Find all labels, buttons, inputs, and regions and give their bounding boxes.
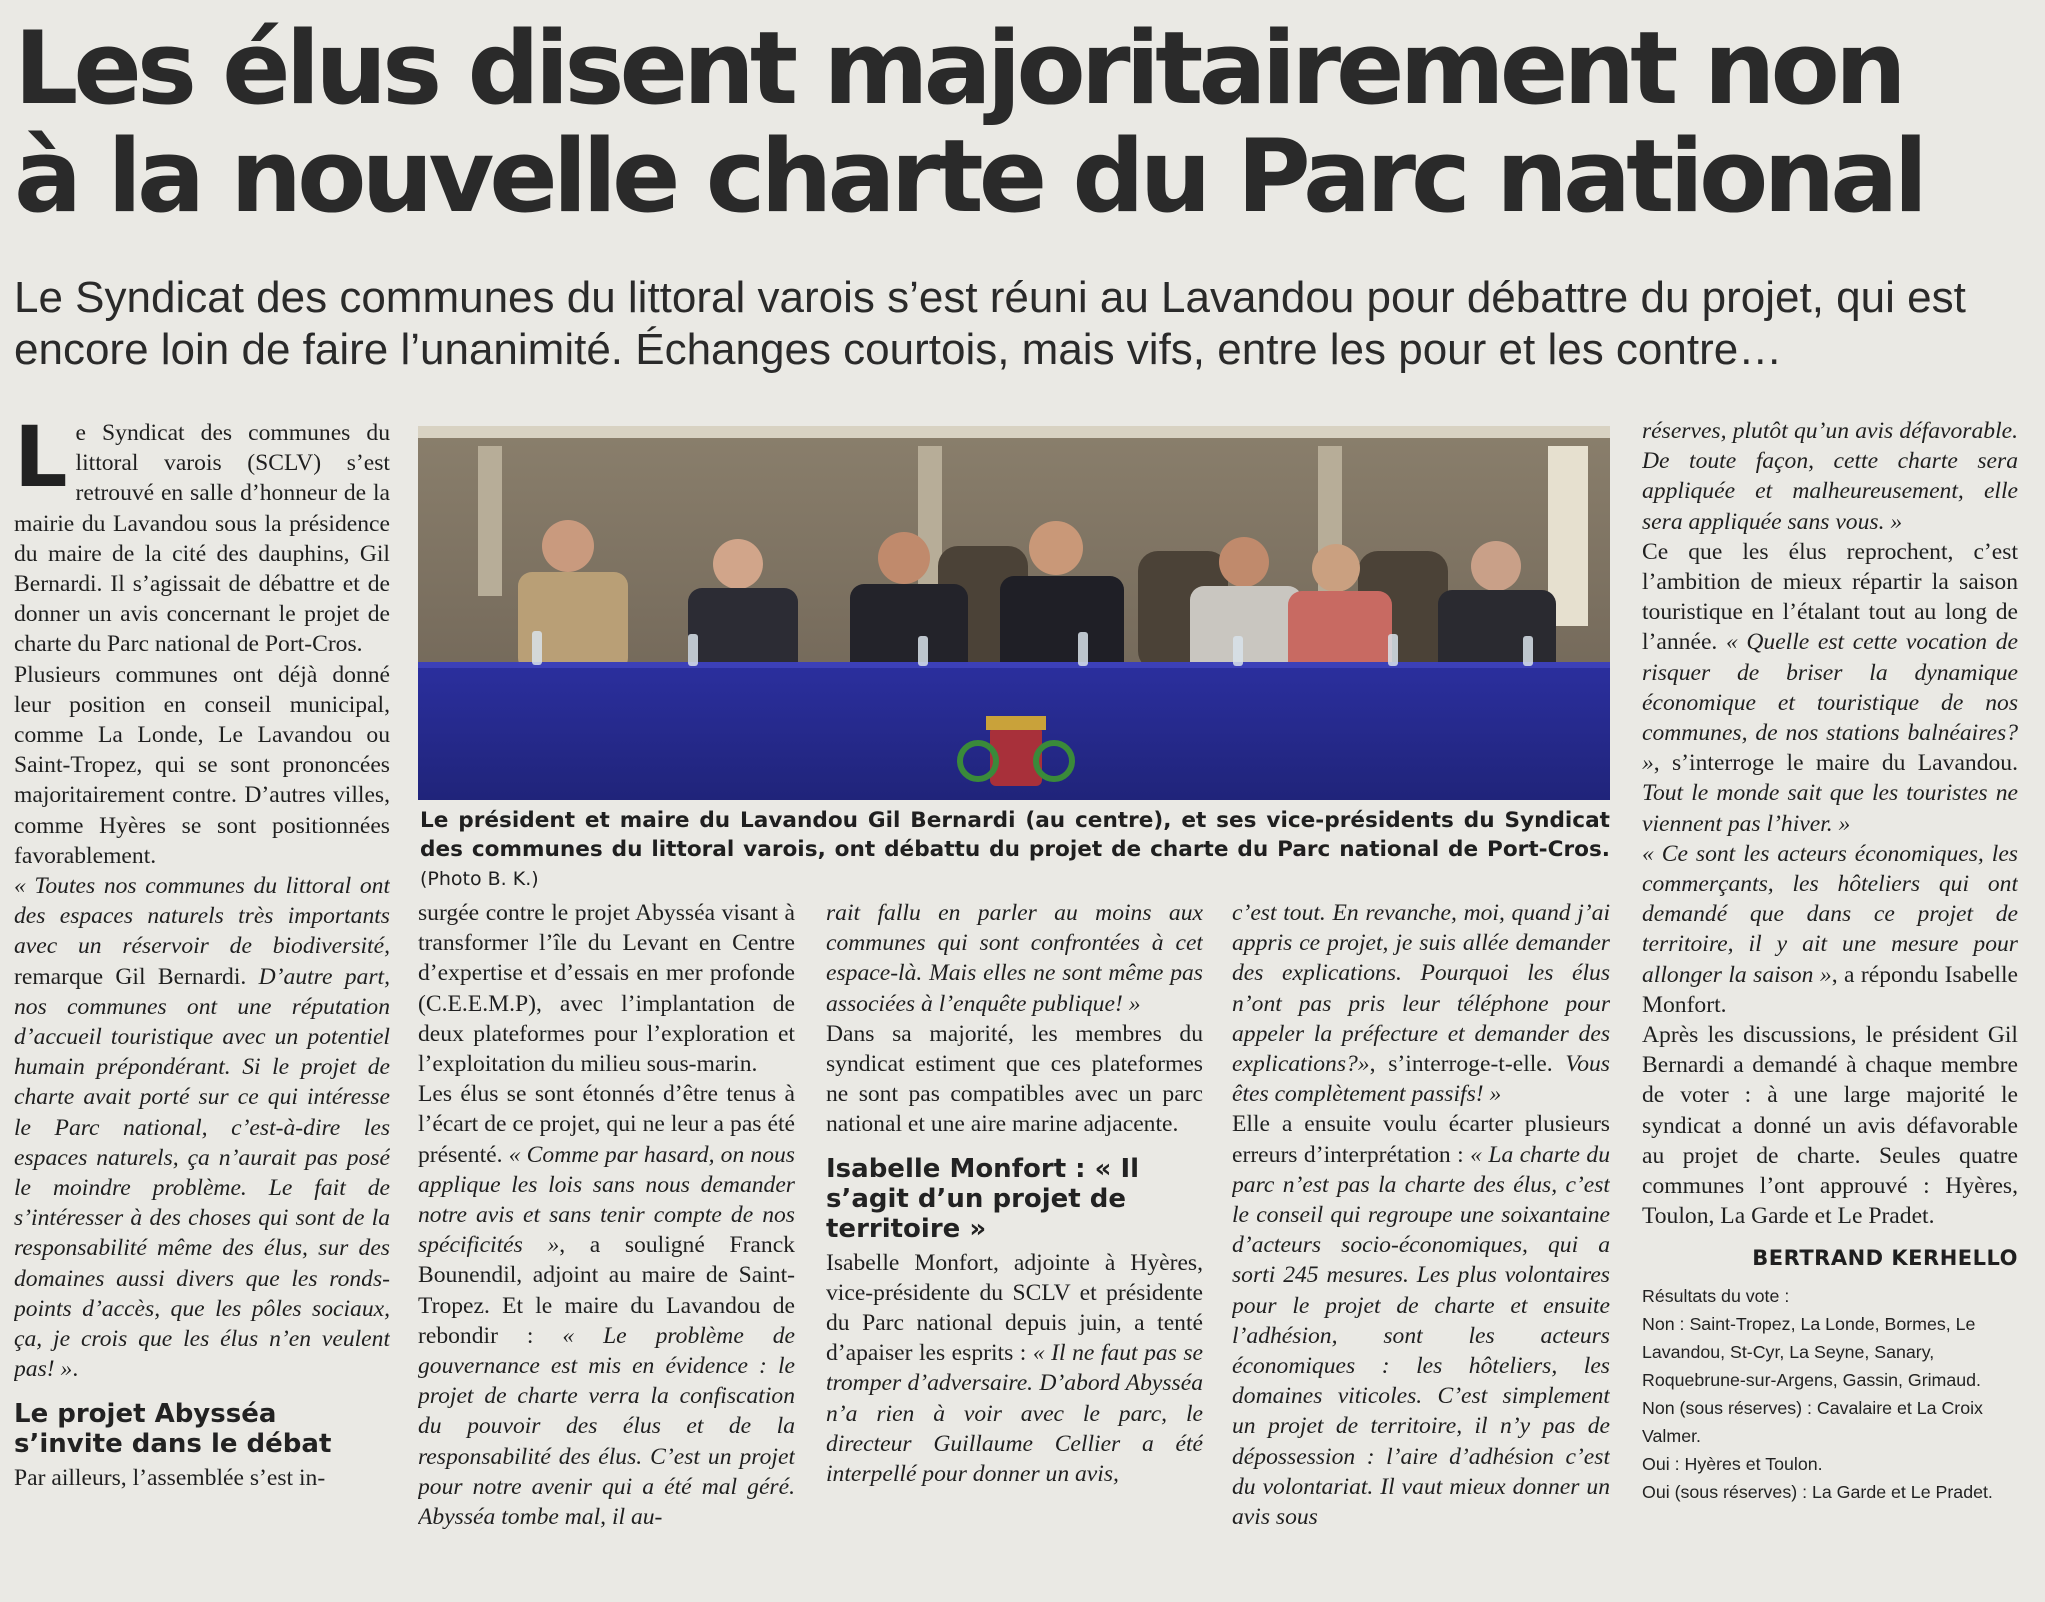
quote: rait fallu en parler au moins aux communes qui sont confrontées à cet espace-là. Mais elles ne sont même pas associées à l’enquête publique! » — [826, 900, 1203, 1017]
quote: « Comme par hasard, on nous applique les lois sans nous demander notre avis et sans tenir compte de nos spécificités » — [418, 1141, 795, 1259]
photo-caption — [420, 806, 1610, 894]
paragraph: Après les discussions, le président Gil Bernardi a demandé à chaque membre de voter : à une large majorité le syndicat a donné un avis défavorable au projet de charte. Seules quatre communes l’ont approuvé : Hyères, Toulon, La Garde et Le Pradet. — [1642, 1022, 2018, 1230]
paragraph — [1232, 1109, 1610, 1532]
photo-credit: (Photo B. K.) — [420, 868, 539, 890]
standfirst-line-2: encore loin de faire l’unanimité. Échanges courtois, mais vifs, entre les pour et les contre… — [14, 325, 1783, 374]
results-title: Résultats du vote : — [1642, 1285, 1790, 1306]
paragraph-text: . — [72, 1356, 79, 1383]
paragraph-text: remarque Gil Bernardi. — [14, 963, 259, 990]
quote: « Quelle est cette vocation de risquer de briser la dynamique économique et touristique de nos communes, de nos stations balnéaires? » — [1642, 629, 2018, 777]
quote: « Le problème de gouvernance est mis en évidence : le projet de charte verra la confiscation du pouvoir des élus et de la responsabilité des élus. C’est un projet pour notre avenir qui a été mal géré. Abysséa tombe mal, il au- — [418, 1322, 795, 1531]
results-oui-reserves: Oui (sous réserves) : La Garde et Le Pradet. — [1642, 1481, 1993, 1502]
quote: « Il ne faut pas se tromper d’adversaire. D’abord Abysséa n’a rien à voir avec le parc, le directeur Guillaume Cellier a été interpellé pour donner un avis, — [826, 1340, 1203, 1488]
author-byline: BERTRAND KERHELLO — [1752, 1246, 2018, 1271]
paragraph: Par ailleurs, l’assemblée s’est in- — [14, 1464, 326, 1491]
quote: réserves, plutôt qu’un avis défavorable. De toute façon, cette charte sera appliquée et malheureusement, elle sera appliquée sans vous. » — [1642, 418, 2018, 535]
quote: Vous êtes complètement passifs! » — [1232, 1051, 1610, 1108]
paragraph — [1642, 537, 2018, 839]
photo-illustration — [418, 426, 1610, 800]
article-column-4 — [1232, 898, 1610, 1602]
paragraph-text: Ce que les élus reprochent, c’est l’ambition de mieux répartir la saison touristique en l’étalant tout au long de l’année. — [1642, 538, 2018, 656]
paragraph-text: Les élus se sont étonnés d’être tenus à l’écart de ce projet, qui ne leur a pas été présenté. — [418, 1081, 795, 1168]
paragraph — [14, 418, 390, 660]
paragraph-text: , s’interroge le maire du Lavandou. — [1653, 750, 2018, 777]
paragraph-text: , a souligné Franck Bounendil, adjoint au maire de Saint-Tropez. Et le maire du Lavandou de rebondir : — [418, 1232, 795, 1349]
results-non: Non : Saint-Tropez, La Londe, Bormes, Le Lavandou, St-Cyr, La Seyne, Sanary, Roquebrune-sur-Argens, Gassin, Grimaud. — [1642, 1313, 1981, 1390]
paragraph — [1232, 898, 1610, 1109]
drop-cap: L — [14, 418, 68, 506]
paragraph: Dans sa majorité, les membres du syndicat estiment que ces plateformes ne sont pas compatibles avec un parc national et une aire marine adjacente. — [826, 1020, 1203, 1138]
headline-line-2: à la nouvelle charte du Parc national — [14, 117, 1924, 235]
quote: « La charte du parc n’est pas la charte des élus, c’est le conseil qui regroupe une soixantaine d’acteurs socio-économiques, qui a sorti 245 mesures. Les plus volontaires pour le projet de charte et ensuite l’adhésion, sont les acteurs économiques : les hôteliers, les domaines viticoles. C’est simplement un projet de territoire, il n’y pas de dépossession : l’aire d’adhésion c’est du volontariat. Il vaut mieux donner un avis sous — [1232, 1141, 1610, 1531]
paragraph — [418, 1079, 795, 1532]
paragraph-text: Isabelle Monfort, adjointe à Hyères, vice-présidente du SCLV et présidente du Parc national depuis juin, a tenté d’apaiser les esprits : — [826, 1249, 1203, 1367]
headline-line-1: Les élus disent majoritairement non — [14, 9, 1902, 127]
subheading: Isabelle Monfort : « Il s’agit d’un projet de territoire » — [826, 1153, 1140, 1244]
paragraph: Plusieurs communes ont déjà donné leur position en conseil municipal, comme La Londe, Le Lavandou ou Saint-Tropez, qui se sont prononcées majoritairement contre. D’autres villes, comme Hyères se sont positionnées favorablement. — [14, 661, 390, 869]
quote: « Ce sont les acteurs économiques, les commerçants, les hôteliers qui ont demandé que dans ce projet de territoire, il y ait une mesure pour allonger la saison » — [1642, 840, 2018, 988]
paragraph — [14, 871, 390, 1384]
quote: « Toutes nos communes du littoral ont des espaces naturels très importants avec un réservoir de biodiversité, — [14, 873, 390, 960]
vote-results — [1642, 1282, 2018, 1506]
paragraph — [826, 1248, 1203, 1490]
article-column-5 — [1642, 416, 2018, 1602]
subheading: Le projet Abysséa s’invite dans le débat — [14, 1398, 332, 1459]
caption-text: Le président et maire du Lavandou Gil Bernardi (au centre), et ses vice-présidents du Syndicat des communes du littoral varois, ont débattu du projet de charte du Parc national de Port-Cros. — [420, 808, 1610, 862]
article-photo — [418, 426, 1610, 800]
standfirst — [14, 272, 2024, 376]
article-column-1 — [14, 418, 390, 1602]
paragraph-text: , s’interroge-t-elle. — [1369, 1051, 1566, 1078]
paragraph-text: , a répondu Isabelle Monfort. — [1642, 961, 2018, 1018]
standfirst-line-1: Le Syndicat des communes du littoral varois s’est réuni au Lavandou pour débattre du projet, qui est — [14, 273, 1966, 322]
paragraph: surgée contre le projet Abysséa visant à transformer l’île du Levant en Centre d’expertise et d’essais en mer profonde (C.E.E.M.P), avec l’implantation de deux plateformes pour l’exploration et l’exploitation du milieu sous-marin. — [418, 900, 795, 1078]
quote: D’autre part, nos communes ont une réputation d’accueil touristique avec un potentiel humain prépondérant. Si le projet de charte avait porté sur ce qui intéresse le Parc national, c’est-à-dire les espaces naturels, ça n’aurait pas posé le moindre problème. Le fait de s’intéresser à des choses qui sont de la responsabilité même des élus, sur des domaines aussi divers que les ronds-points d’accès, que les pôles sociaux, ça, je crois que les élus n’en veulent pas! » — [14, 963, 390, 1383]
article-column-3 — [826, 898, 1203, 1602]
results-oui: Oui : Hyères et Toulon. — [1642, 1453, 1823, 1474]
article-column-2 — [418, 898, 795, 1602]
paragraph — [1642, 839, 2018, 1020]
results-non-reserves: Non (sous réserves) : Cavalaire et La Croix Valmer. — [1642, 1397, 1983, 1446]
paragraph-text: Elle a ensuite voulu écarter plusieurs erreurs d’interprétation : — [1232, 1111, 1610, 1168]
quote: Tout le monde sait que les touristes ne viennent pas l’hiver. » — [1642, 780, 2018, 837]
quote: c’est tout. En revanche, moi, quand j’ai appris ce projet, je suis allée demander des explications. Pourquoi les élus n’ont pas pris leur téléphone pour appeler la préfecture et demander des explications?» — [1232, 900, 1610, 1078]
headline — [14, 9, 2024, 235]
paragraph-text: e Syndicat des communes du littoral varois (SCLV) s’est retrouvé en salle d’honneur de la mairie du Lavandou sous la présidence du maire de la cité des dauphins, Gil Bernardi. Il s’agissait de débattre et de donner un avis concernant le projet de charte du Parc national de Port-Cros. — [14, 420, 390, 658]
